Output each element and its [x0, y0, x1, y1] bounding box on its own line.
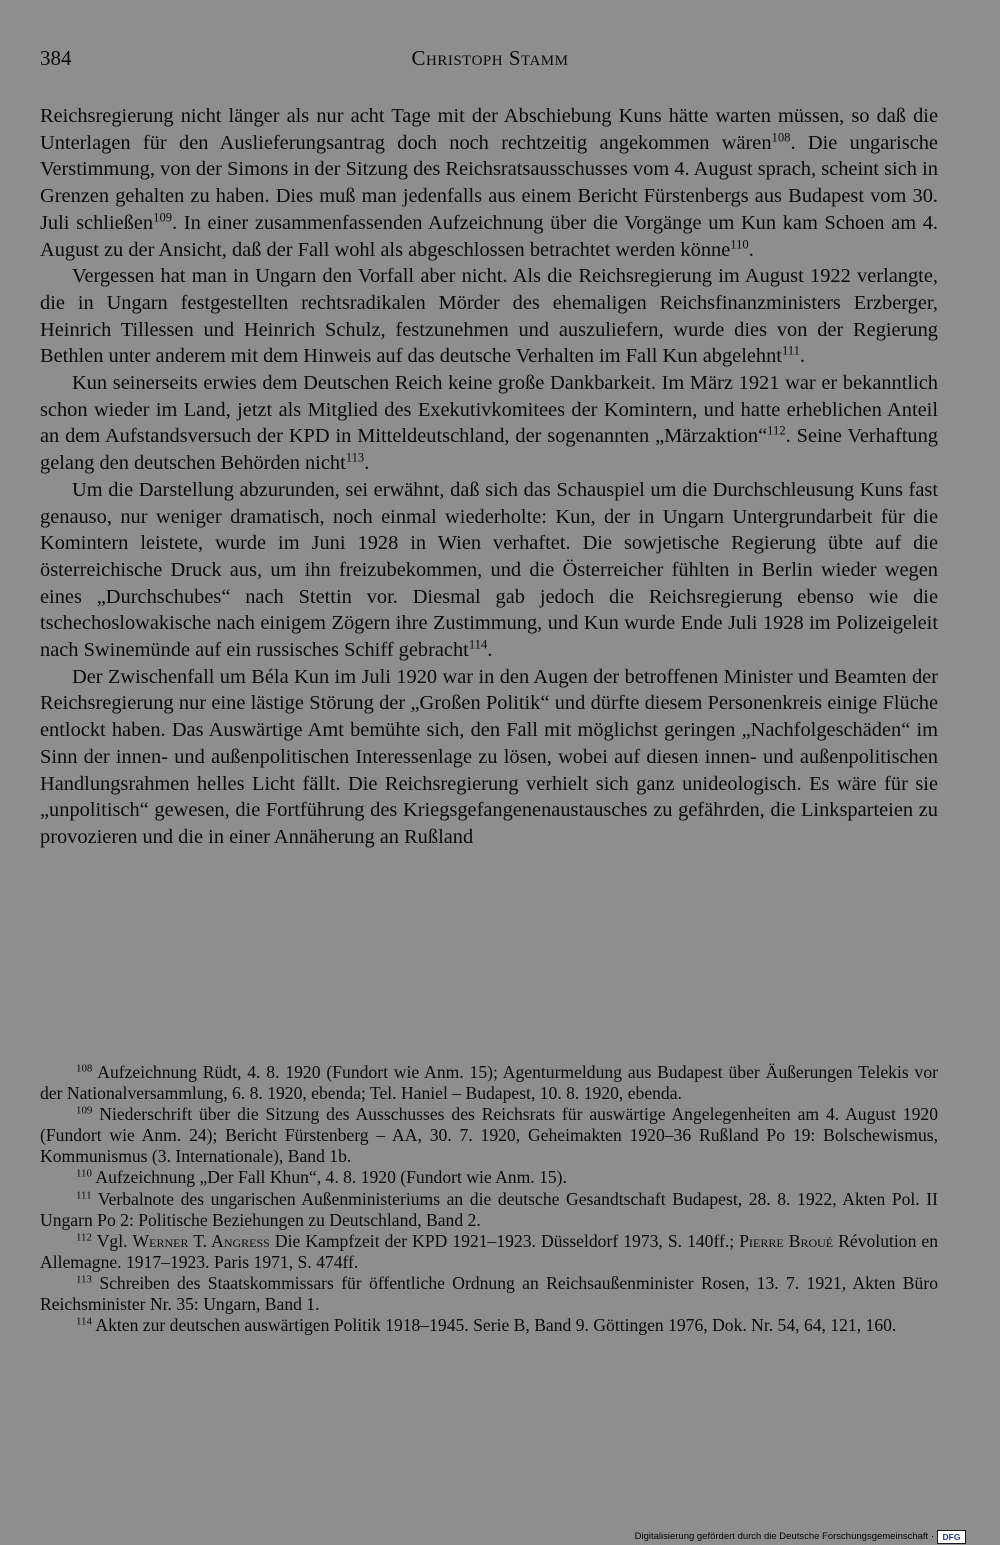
- text-run: Reichsregierung nicht länger als nur acht Tage mit der Abschiebung Kuns hätte warten müssen, so daß die Unterlagen für den Auslieferungsantrag doch noch rechtzeitig angekommen wären: [40, 105, 938, 154]
- body-text: [40, 103, 938, 851]
- text-run: .: [799, 345, 806, 368]
- text-run: Aufzeichnung Rüdt, 4. 8. 1920 (Fundort wie Anm. 15); Agenturmeldung aus Budapest über Äußerungen Telekis vor der Nationalversammlung, 6. 8. 1920, ebenda; Tel. Haniel – Budapest, 10. 8. 1920, ebenda.: [40, 1062, 938, 1104]
- text-run: Die Kampfzeit der KPD 1921–1923. Düsseldorf 1973, S. 140ff.;: [269, 1230, 740, 1251]
- footnote-reference: 110: [730, 236, 749, 251]
- footnote-number: 109: [76, 1104, 93, 1117]
- footnote-reference: 111: [781, 343, 800, 358]
- footnote-reference: 112: [767, 423, 786, 438]
- footnote: [40, 1062, 938, 1104]
- text-run: .: [487, 639, 493, 662]
- text-run: Vgl.: [96, 1230, 133, 1251]
- text-run: Niederschrift über die Sitzung des Ausschusses des Reichsrats für auswärtige Angelegenheiten am 4. August 1920 (Fundort wie Anm. 24); Bericht Fürstenberg – AA, 30. 7. 1920, Geheimakten 1920–36 Rußland Po 19: Bolschewismus, Kommunismus (3. Internationale), Band 1b.: [40, 1104, 938, 1167]
- text-run: Um die Darstellung abzurunden, sei erwähnt, daß sich das Schauspiel um die Durchschleusung Kuns fast genauso, nur weniger dramatisch, noch einmal wiederholte: Kun, der in Ungarn Untergrundarbeit für die Komintern leistete, wurde im Juni 1928 in Wien verhaftet. Die sowjetische Regierung übte auf die österreichische Druck aus, um ihn freizubekommen, und die Österreicher fühlten in Berlin wieder wegen eines „Durchschubes“ nach Stettin vor. Diesmal gab jedoch die Reichsregierung ebenso wie die tschechoslowakische nach einigem Zögern ihre Zustimmung, und Kun wurde Ende Juli 1928 im Polizeigeleit nach Swinemünde auf ein russisches Schiff gebracht: [40, 478, 938, 662]
- text-run: Verbalnote des ungarischen Außenministeriums an die deutsche Gesandtschaft Budapest, 28. 8. 1922, Akten Pol. II Ungarn Po 2: Politische Beziehungen zu Deutschland, Band 2.: [40, 1188, 938, 1230]
- text-run: Vergessen hat man in Ungarn den Vorfall aber nicht. Als die Reichsregierung im August 1922 verlangte, die in Ungarn festgestellten rechtsradikalen Mörder des ehemaligen Reichsfinanzministers Erzberger, Heinrich Tillessen und Heinrich Schulz, festzunehmen und auszuliefern, wurde dies von der Regierung Bethlen unter anderem mit dem Hinweis auf das deutsche Verhalten im Fall Kun abgelehnt: [40, 265, 938, 368]
- footnote-reference: 109: [153, 210, 173, 225]
- text-run: Schreiben des Staatskommissars für öffentliche Ordnung an Reichsaußenminister Rosen, 13. 7. 1921, Akten Büro Reichsminister Nr. 35: Ungarn, Band 1.: [40, 1272, 938, 1315]
- text-run: . Seine Verhaftung gelang den deutschen Behörden nicht: [40, 425, 938, 475]
- credit-text: Digitalisierung gefördert durch die Deutsche Forschungsgemeinschaft ·: [634, 1531, 934, 1542]
- digitization-credit: [635, 1530, 966, 1544]
- body-paragraph: [40, 370, 938, 477]
- footnote: [40, 1315, 938, 1336]
- body-paragraph: [40, 103, 938, 263]
- footnote-number: 108: [76, 1062, 93, 1075]
- footnote-number: 110: [76, 1167, 92, 1180]
- footnote-number: 113: [76, 1273, 92, 1286]
- text-run: . Die ungarische Verstimmung, von der Simons in der Sitzung des Reichsratsausschusses vom 4. August sprach, scheint sich in Grenzen gehalten zu haben. Dies muß man jedenfalls aus einem Bericht Fürstenbergs aus Budapest vom 30. Juli schließen: [40, 131, 938, 234]
- page-header: [40, 46, 940, 76]
- text-run: Révolution en Allemagne. 1917–1923. Paris 1971, S. 474ff.: [40, 1230, 939, 1272]
- text-run: Akten zur deutschen auswärtigen Politik 1918–1945. Serie B, Band 9. Göttingen 1976, Dok. Nr. 54, 64, 121, 160.: [95, 1315, 897, 1336]
- footnote-number: 112: [76, 1231, 92, 1244]
- footnote-number: 111: [76, 1189, 92, 1202]
- text-run: . In einer zusammenfassenden Aufzeichnung über die Vorgänge um Kun kam Schoen am 4. August zu der Ansicht, daß der Fall wohl als abgeschlossen betrachtet werden könne: [40, 211, 939, 261]
- text-run: Aufzeichnung „Der Fall Khun“, 4. 8. 1920 (Fundort wie Anm. 15).: [95, 1167, 567, 1188]
- footnote-reference: 113: [345, 450, 365, 465]
- footnote-reference: 108: [771, 130, 791, 145]
- author-name: Pierre Broué: [739, 1230, 834, 1251]
- footnote: [40, 1273, 938, 1315]
- text-run: .: [748, 238, 754, 261]
- text-run: Der Zwischenfall um Béla Kun im Juli 1920 war in den Augen der betroffenen Minister und Beamten der Reichsregierung nur eine lästige Störung der „Großen Politik“ und dürfte diesem Personenkreis einige Flüche entlockt haben. Das Auswärtige Amt bemühte sich, den Fall mit möglichst geringen „Nachfolgeschäden“ im Sinn der innen- und außenpolitischen Interessenlage zu lösen, wobei auf diesen innen- und außenpolitischen Handlungsrahmen helles Licht fällt. Die Reichsregierung verhielt sich ganz unideologisch. Es wäre für sie „unpolitisch“ gewesen, die Fortführung des Kriegsgefangenenaustausches zu gefährden, die Linksparteien zu provozieren und die in einer Annäherung an Rußland: [40, 665, 938, 848]
- text-run: .: [364, 452, 370, 475]
- footnote-number: 114: [76, 1315, 92, 1328]
- body-paragraph: [40, 263, 938, 370]
- footnotes: [40, 1062, 938, 1336]
- footnote: [40, 1231, 938, 1273]
- body-paragraph: [40, 664, 938, 851]
- text-run: Kun seinerseits erwies dem Deutschen Reich keine große Dankbarkeit. Im März 1921 war er bekanntlich schon wieder im Land, jetzt als Mitglied des Exekutivkomitees der Komintern, und hatte erheblichen Anteil an dem Aufstandsversuch der KPD in Mitteldeutschland, der sogenannten „Märzaktion“: [40, 372, 938, 448]
- footnote: [40, 1104, 938, 1167]
- footnote-reference: 114: [468, 637, 488, 652]
- running-head: Christoph Stamm: [411, 46, 569, 70]
- footnote: [40, 1189, 938, 1231]
- body-paragraph: [40, 477, 938, 664]
- footnote: [40, 1167, 938, 1188]
- page-number: 384: [40, 46, 72, 70]
- dfg-logo: DFG: [937, 1530, 966, 1544]
- author-name: Werner T. Angress: [132, 1230, 270, 1251]
